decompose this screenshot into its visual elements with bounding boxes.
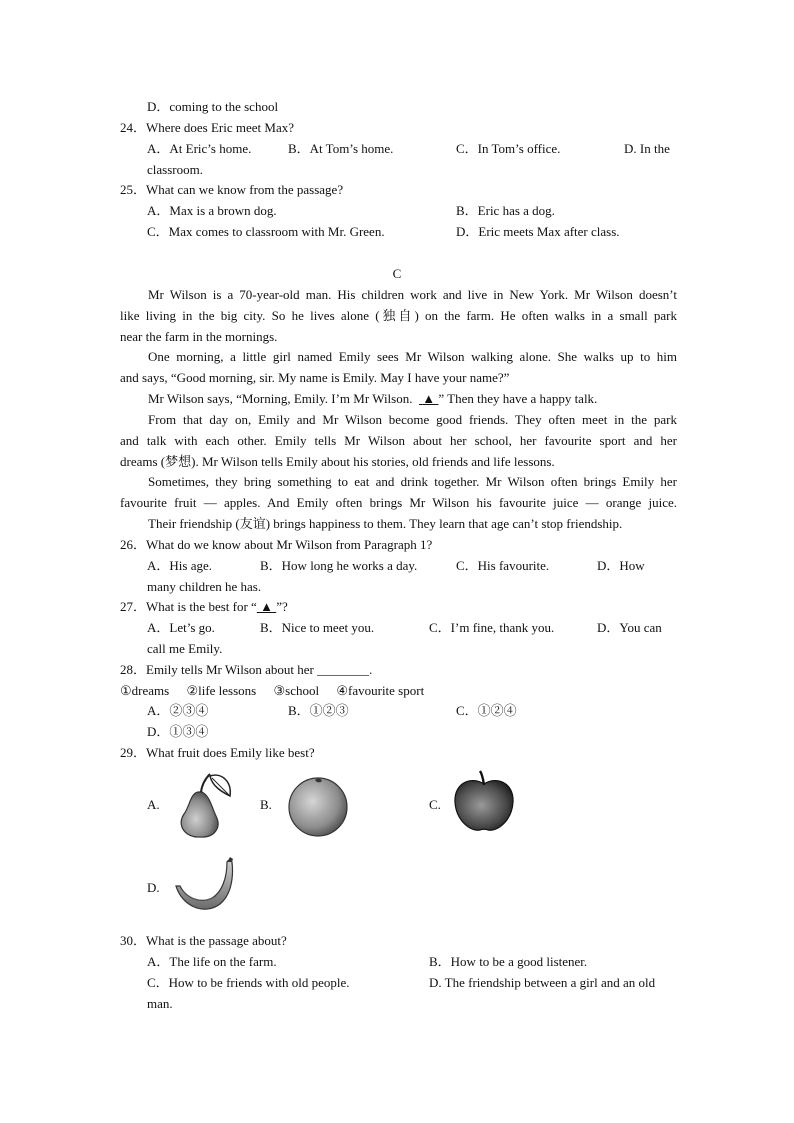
q29-option-d-label: D. [147,880,160,895]
q27-question-before: 27．What is the best for “ [120,599,257,614]
passage-p5-line1: Sometimes, they bring something to eat and drink together. Mr Wilson often brings Emily her [148,474,677,489]
q27-option-c: C．I’m fine, thank you. [429,620,555,635]
q26-option-b: B．How long he works a day. [260,558,418,573]
q24-option-d-cont: classroom. [147,162,203,177]
passage-p3-text-after: ” Then they have a happy talk. [438,391,598,406]
q25-option-d: D．Eric meets Max after class. [456,224,620,239]
q28-option-b: B．①②③ [288,703,349,718]
q25-option-b: B．Eric has a dog. [456,203,555,218]
q24-option-a: A．At Eric’s home. [147,141,252,156]
passage-p3-text-before: Mr Wilson says, “Morning, Emily. I’m Mr Wilson. [148,391,413,406]
q29-option-a-label: A. [147,797,160,812]
q28-question: 28．Emily tells Mr Wilson about her ________. [120,662,373,677]
q24-option-b: B．At Tom’s home. [288,141,394,156]
passage-p1-line1: Mr Wilson is a 70-year-old man. His children work and live in New York. Mr Wilson doesn’t [148,287,677,302]
q24-option-d: D. In the [624,141,670,156]
apple-icon [450,768,518,836]
q29-option-b-label: B. [260,797,272,812]
passage-p5-line2: favourite fruit — apples. And Emily often brings Mr Wilson his favourite juice — orange juice. [120,495,677,510]
banana-icon [170,856,240,918]
passage-p2-line2: and says, “Good morning, sir. My name is Emily. May I have your name?” [120,370,510,385]
passage-p4-line1: From that day on, Emily and Mr Wilson become good friends. They often meet in the park [148,412,677,427]
q24-option-c: C．In Tom’s office. [456,141,561,156]
q27-question [120,599,288,615]
q26-option-c: C．His favourite. [456,558,550,573]
section-heading: C [392,266,402,281]
q30-option-a: A．The life on the farm. [147,954,277,969]
q27-question-after: ”? [276,599,288,614]
q28-item-4: ④favourite sport [336,683,425,698]
q24-question: 24．Where does Eric meet Max? [120,120,294,135]
q28-option-d: D．①③④ [147,724,209,739]
pear-icon [168,770,238,840]
passage-p4-line3: dreams (梦想). Mr Wilson tells Emily about his stories, old friends and life lessons. [120,454,555,469]
q28-item-3: ③school [273,683,320,698]
passage-p1-line2: like living in the big city. So he lives alone (独自) on the farm. He often walks in a small park [120,308,677,323]
q27-option-d-cont: call me Emily. [147,641,223,656]
q30-option-d-cont: man. [147,996,173,1011]
passage-p3 [148,391,597,407]
q28-items [120,683,424,699]
q23-option-d: D．coming to the school [147,99,279,114]
q27-option-b: B．Nice to meet you. [260,620,375,635]
passage-p6: Their friendship (友谊) brings happiness to them. They learn that age can’t stop friendship. [148,516,623,531]
q26-option-a: A．His age. [147,558,212,573]
q28-option-a: A．②③④ [147,703,209,718]
q26-question: 26．What do we know about Mr Wilson from Paragraph 1? [120,537,433,552]
passage-p4-line2: and talk with each other. Emily tells Mr Wilson about her school, her favourite sport and her [120,433,677,448]
passage-p1-line3: near the farm in the mornings. [120,329,278,344]
q27-option-d: D．You can [597,620,662,635]
q27-blank-marker: ▲ [260,599,273,614]
q28-item-2: ②life lessons [186,683,257,698]
q28-option-c: C．①②④ [456,703,517,718]
q29-question: 29．What fruit does Emily like best? [120,745,315,760]
q30-option-b: B．How to be a good listener. [429,954,588,969]
q30-option-c: C．How to be friends with old people. [147,975,350,990]
q25-question: 25．What can we know from the passage? [120,182,344,197]
q26-option-d: D．How [597,558,645,573]
q25-option-c: C．Max comes to classroom with Mr. Green. [147,224,385,239]
orange-icon [285,772,351,838]
q30-option-d: D. The friendship between a girl and an old [429,975,656,990]
q25-option-a: A．Max is a brown dog. [147,203,277,218]
q26-option-d-cont: many children he has. [147,579,262,594]
q29-option-c-label: C. [429,797,441,812]
q28-item-1: ①dreams [120,683,170,698]
passage-p2-line1: One morning, a little girl named Emily sees Mr Wilson walking alone. She walks up to him [148,349,677,364]
q30-question: 30．What is the passage about? [120,933,287,948]
passage-blank-marker: ▲ [422,391,436,406]
q27-option-a: A．Let’s go. [147,620,215,635]
